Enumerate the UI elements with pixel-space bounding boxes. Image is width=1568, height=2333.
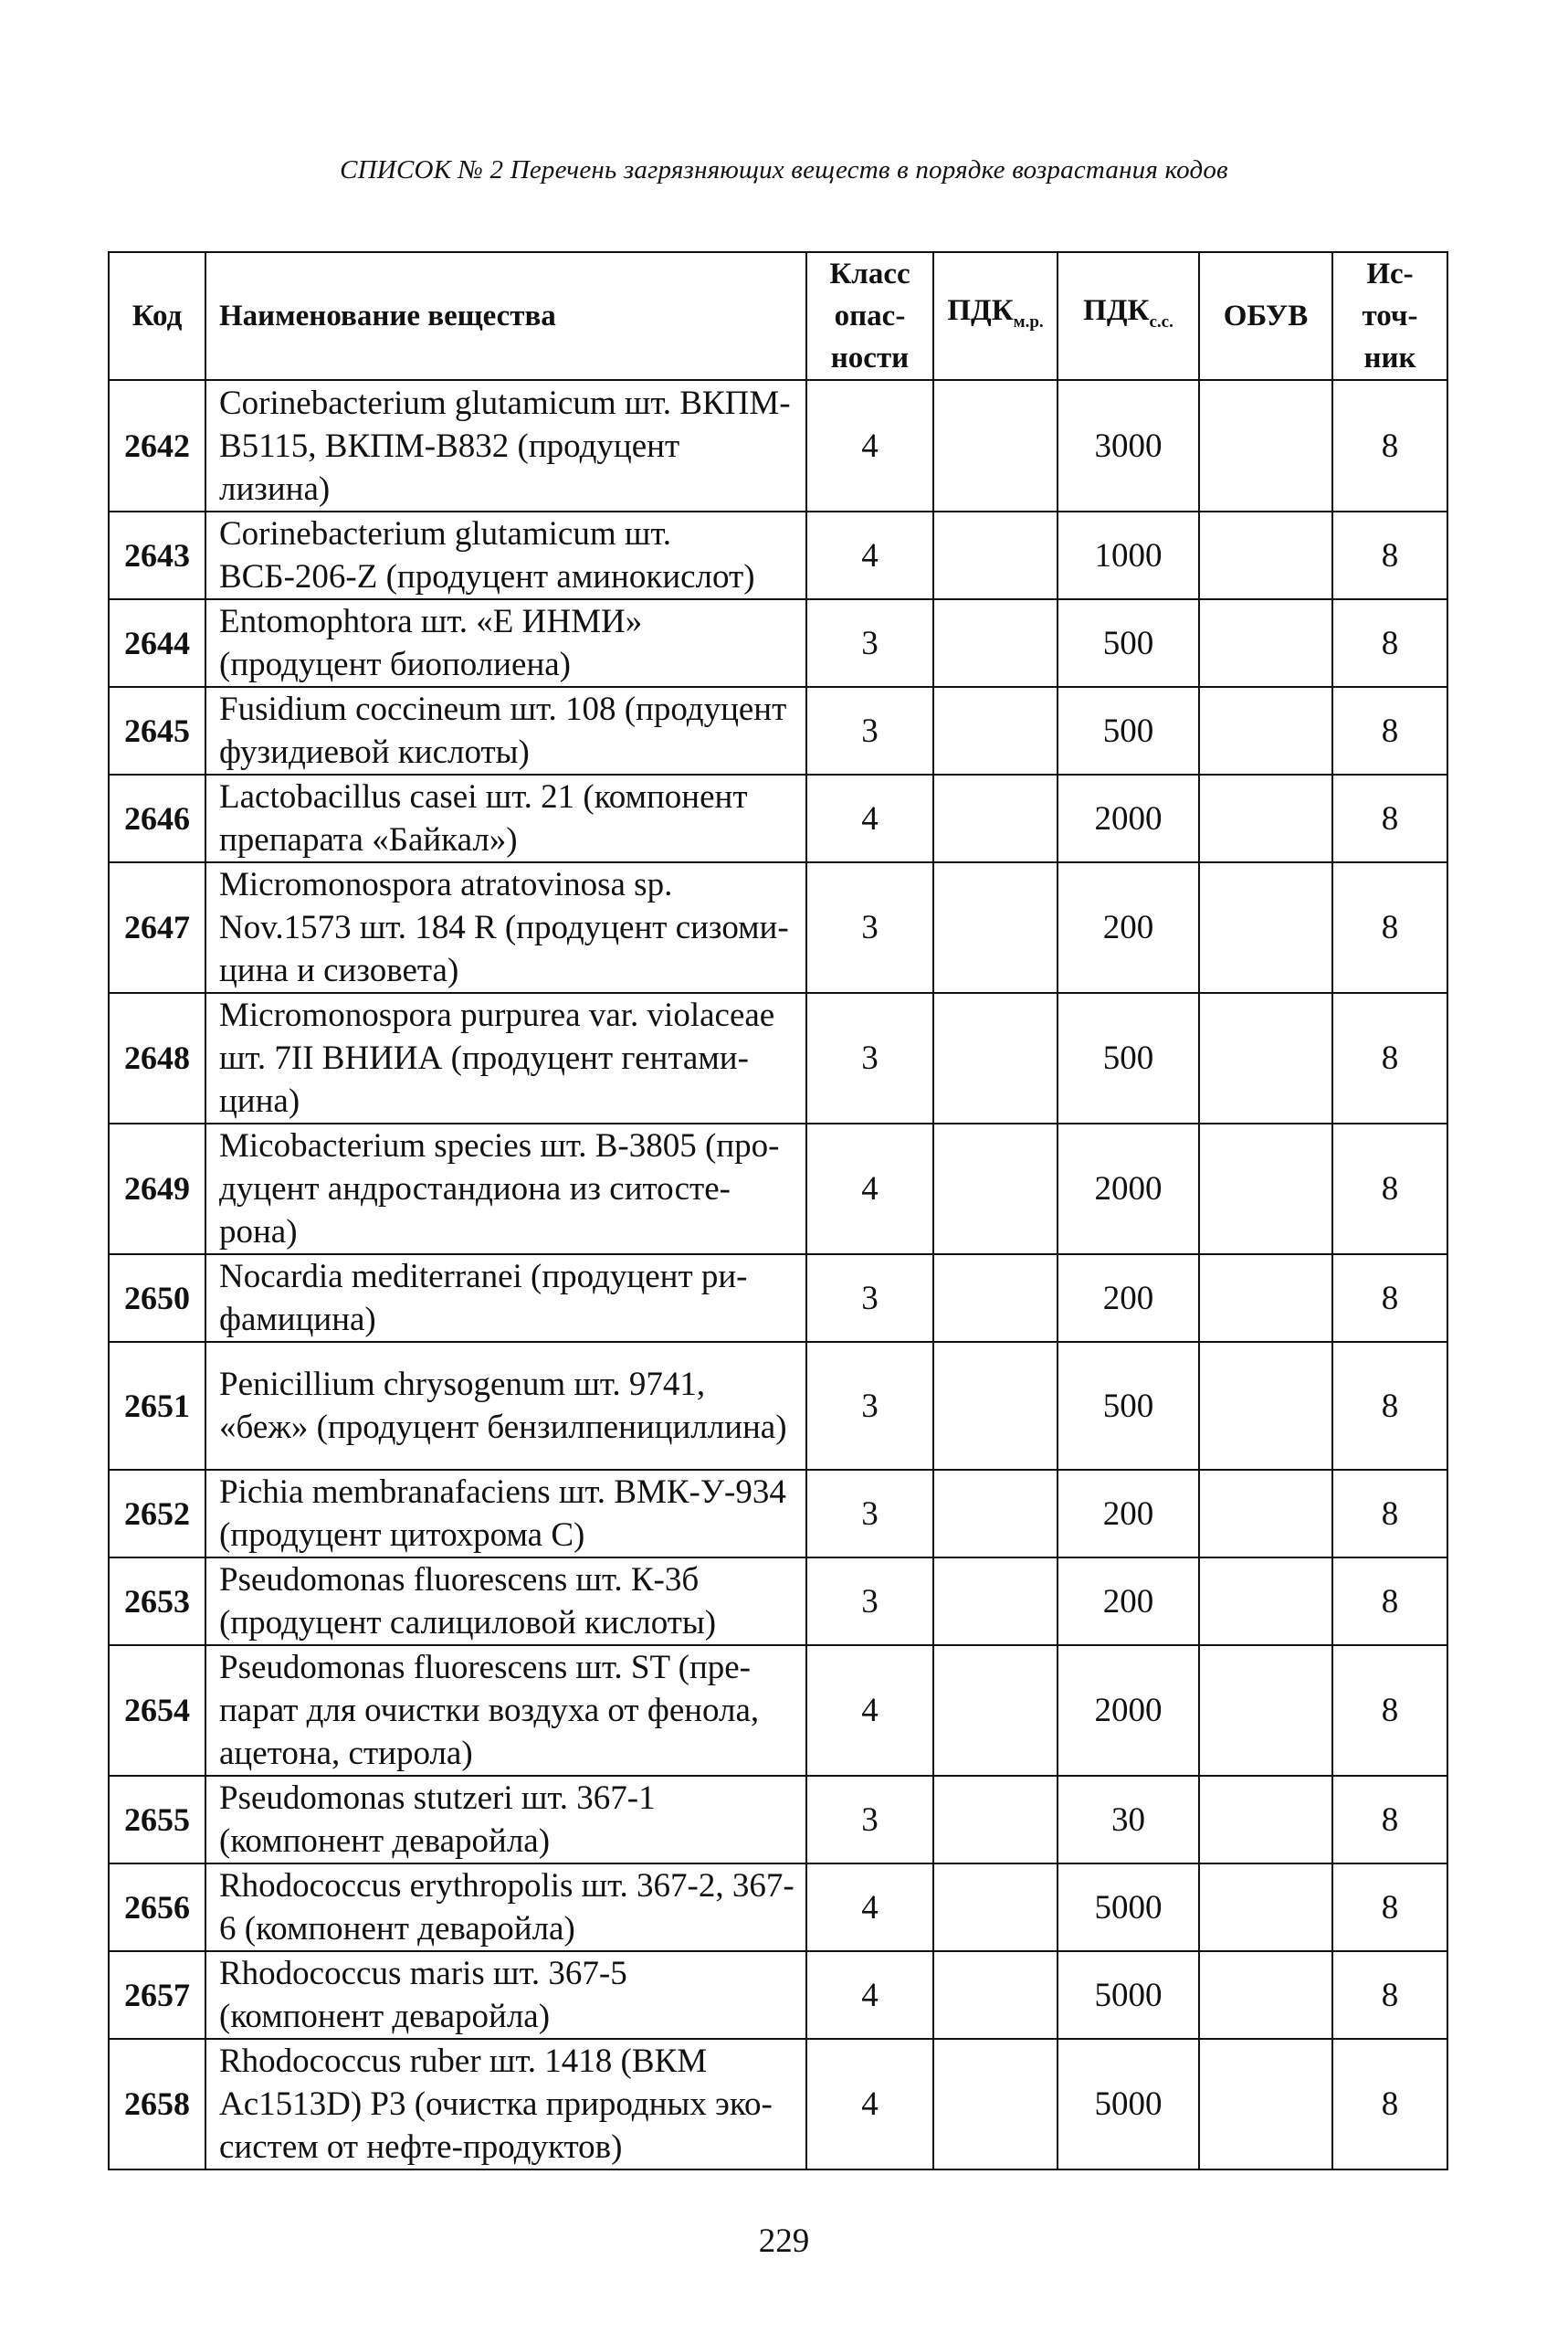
cell-hazard-class: 4 bbox=[806, 1951, 933, 2039]
cell-code: 2653 bbox=[109, 1557, 205, 1645]
table-row bbox=[109, 1863, 1447, 1951]
page-number: 229 bbox=[758, 2222, 810, 2260]
cell-code: 2650 bbox=[109, 1254, 205, 1342]
cell-name: Rhodococcus erythropolis шт. 367-2, 367-6 (компонент деваройла) bbox=[205, 1863, 806, 1951]
cell-hazard-class: 4 bbox=[806, 775, 933, 862]
table-row bbox=[109, 599, 1447, 687]
cell-source: 8 bbox=[1332, 1557, 1447, 1645]
cell-name: Lactobacillus casei шт. 21 (компонент препарата «Байкал») bbox=[205, 775, 806, 862]
col-header-hazard-class: Класс опас- ности bbox=[806, 252, 933, 380]
cell-pdk-mr bbox=[933, 862, 1058, 993]
cell-pdk-ss: 200 bbox=[1058, 862, 1199, 993]
cell-pdk-mr bbox=[933, 599, 1058, 687]
cell-name: Micromonospora purpurea var. violaceae шт. 7II ВНИИА (продуцент гентами-цина) bbox=[205, 993, 806, 1124]
cell-obuv bbox=[1199, 1254, 1332, 1342]
cell-source: 8 bbox=[1332, 1470, 1447, 1557]
cell-hazard-class: 3 bbox=[806, 599, 933, 687]
cell-pdk-mr bbox=[933, 775, 1058, 862]
cell-source: 8 bbox=[1332, 599, 1447, 687]
cell-code: 2643 bbox=[109, 512, 205, 599]
cell-pdk-mr bbox=[933, 993, 1058, 1124]
cell-code: 2656 bbox=[109, 1863, 205, 1951]
cell-hazard-class: 4 bbox=[806, 1863, 933, 1951]
cell-source: 8 bbox=[1332, 1645, 1447, 1776]
cell-source: 8 bbox=[1332, 1776, 1447, 1863]
cell-obuv bbox=[1199, 1470, 1332, 1557]
cell-name: Pseudomonas stutzeri шт. 367-1 (компонент деваройла) bbox=[205, 1776, 806, 1863]
cell-hazard-class: 3 bbox=[806, 1342, 933, 1470]
col-header-pdk-ss: $ПДК_{с.с.}$ bbox=[1058, 252, 1199, 380]
cell-pdk-ss: 500 bbox=[1058, 993, 1199, 1124]
cell-pdk-mr bbox=[933, 687, 1058, 775]
cell-hazard-class: 3 bbox=[806, 862, 933, 993]
cell-hazard-class: 4 bbox=[806, 1645, 933, 1776]
cell-name: Micobacterium species шт. В-3805 (про-дуцент андростандиона из ситосте-рона) bbox=[205, 1124, 806, 1254]
cell-source: 8 bbox=[1332, 2039, 1447, 2169]
table-row bbox=[109, 1951, 1447, 2039]
table-body bbox=[109, 380, 1447, 2169]
cell-code: 2642 bbox=[109, 380, 205, 512]
cell-pdk-mr bbox=[933, 1951, 1058, 2039]
cell-pdk-ss: 5000 bbox=[1058, 2039, 1199, 2169]
col-header-name: Наименование вещества bbox=[205, 252, 806, 380]
cell-name: Rhodococcus ruber шт. 1418 (ВКМ Ac1513D) Р3 (очистка природных эко-систем от нефте-продуктов) bbox=[205, 2039, 806, 2169]
cell-name: Micromonospora atratovinosa sp. Nov.1573 шт. 184 R (продуцент сизоми-цина и сизовета) bbox=[205, 862, 806, 993]
table-header-row bbox=[109, 252, 1447, 380]
cell-code: 2652 bbox=[109, 1470, 205, 1557]
cell-pdk-mr bbox=[933, 1645, 1058, 1776]
cell-pdk-ss: 2000 bbox=[1058, 1124, 1199, 1254]
cell-source: 8 bbox=[1332, 687, 1447, 775]
cell-code: 2648 bbox=[109, 993, 205, 1124]
cell-source: 8 bbox=[1332, 512, 1447, 599]
cell-pdk-ss: 2000 bbox=[1058, 775, 1199, 862]
cell-hazard-class: 4 bbox=[806, 1124, 933, 1254]
cell-pdk-ss: 200 bbox=[1058, 1557, 1199, 1645]
cell-source: 8 bbox=[1332, 862, 1447, 993]
table-row bbox=[109, 862, 1447, 993]
cell-pdk-ss: 200 bbox=[1058, 1470, 1199, 1557]
substances-table bbox=[108, 251, 1448, 2170]
cell-hazard-class: 3 bbox=[806, 1557, 933, 1645]
cell-pdk-ss: 500 bbox=[1058, 599, 1199, 687]
cell-pdk-mr bbox=[933, 1776, 1058, 1863]
cell-hazard-class: 3 bbox=[806, 993, 933, 1124]
table-row bbox=[109, 1342, 1447, 1470]
cell-hazard-class: 3 bbox=[806, 1254, 933, 1342]
cell-obuv bbox=[1199, 1863, 1332, 1951]
cell-pdk-mr bbox=[933, 1470, 1058, 1557]
cell-code: 2646 bbox=[109, 775, 205, 862]
cell-code: 2657 bbox=[109, 1951, 205, 2039]
cell-pdk-mr bbox=[933, 380, 1058, 512]
cell-hazard-class: 4 bbox=[806, 512, 933, 599]
table-row bbox=[109, 380, 1447, 512]
cell-obuv bbox=[1199, 775, 1332, 862]
cell-code: 2644 bbox=[109, 599, 205, 687]
col-header-code: Код bbox=[109, 252, 205, 380]
cell-pdk-ss: 5000 bbox=[1058, 1863, 1199, 1951]
cell-source: 8 bbox=[1332, 380, 1447, 512]
table-row bbox=[109, 993, 1447, 1124]
cell-name: Pseudomonas fluorescens шт. ST (пре-парат для очистки воздуха от фенола, ацетона, стирола) bbox=[205, 1645, 806, 1776]
cell-source: 8 bbox=[1332, 775, 1447, 862]
cell-name: Nocardia mediterranei (продуцент ри-фамицина) bbox=[205, 1254, 806, 1342]
cell-code: 2658 bbox=[109, 2039, 205, 2169]
cell-pdk-mr bbox=[933, 1863, 1058, 1951]
cell-source: 8 bbox=[1332, 1254, 1447, 1342]
col-header-pdk-mr: $ПДК_{м.р.}$ bbox=[933, 252, 1058, 380]
table-row bbox=[109, 687, 1447, 775]
cell-pdk-ss: 1000 bbox=[1058, 512, 1199, 599]
cell-pdk-ss: 2000 bbox=[1058, 1645, 1199, 1776]
table-row bbox=[109, 1124, 1447, 1254]
cell-pdk-mr bbox=[933, 1254, 1058, 1342]
cell-hazard-class: 4 bbox=[806, 380, 933, 512]
cell-name: Rhodococcus maris шт. 367-5 (компонент деваройла) bbox=[205, 1951, 806, 2039]
cell-obuv bbox=[1199, 1124, 1332, 1254]
table-row bbox=[109, 1557, 1447, 1645]
cell-obuv bbox=[1199, 1342, 1332, 1470]
cell-source: 8 bbox=[1332, 1342, 1447, 1470]
cell-code: 2645 bbox=[109, 687, 205, 775]
cell-pdk-ss: 200 bbox=[1058, 1254, 1199, 1342]
table-row bbox=[109, 2039, 1447, 2169]
cell-obuv bbox=[1199, 862, 1332, 993]
cell-hazard-class: 3 bbox=[806, 687, 933, 775]
cell-hazard-class: 4 bbox=[806, 2039, 933, 2169]
cell-name: Penicillium chrysogenum шт. 9741, «беж» (продуцент бензилпенициллина) bbox=[205, 1342, 806, 1470]
table-row bbox=[109, 1470, 1447, 1557]
cell-name: Entomophtora шт. «Е ИНМИ» (продуцент биополиена) bbox=[205, 599, 806, 687]
cell-obuv bbox=[1199, 512, 1332, 599]
cell-name: Fusidium coccineum шт. 108 (продуцент фузидиевой кислоты) bbox=[205, 687, 806, 775]
cell-obuv bbox=[1199, 1557, 1332, 1645]
cell-pdk-mr bbox=[933, 1342, 1058, 1470]
table-row bbox=[109, 775, 1447, 862]
cell-hazard-class: 3 bbox=[806, 1470, 933, 1557]
cell-code: 2649 bbox=[109, 1124, 205, 1254]
table-row bbox=[109, 512, 1447, 599]
cell-pdk-ss: 5000 bbox=[1058, 1951, 1199, 2039]
cell-obuv bbox=[1199, 1776, 1332, 1863]
table-row bbox=[109, 1254, 1447, 1342]
cell-pdk-mr bbox=[933, 1124, 1058, 1254]
cell-source: 8 bbox=[1332, 993, 1447, 1124]
cell-code: 2655 bbox=[109, 1776, 205, 1863]
cell-source: 8 bbox=[1332, 1863, 1447, 1951]
cell-obuv bbox=[1199, 380, 1332, 512]
list-title: СПИСОК № 2 Перечень загрязняющих веществ в порядке возрастания кодов bbox=[340, 155, 1228, 185]
cell-obuv bbox=[1199, 993, 1332, 1124]
cell-name: Corinebacterium glutamicum шт. ВКПМ-B5115, ВКПМ-B832 (продуцент лизина) bbox=[205, 380, 806, 512]
cell-pdk-mr bbox=[933, 512, 1058, 599]
table-row bbox=[109, 1776, 1447, 1863]
cell-code: 2651 bbox=[109, 1342, 205, 1470]
cell-code: 2654 bbox=[109, 1645, 205, 1776]
cell-code: 2647 bbox=[109, 862, 205, 993]
cell-pdk-ss: 500 bbox=[1058, 1342, 1199, 1470]
cell-name: Pseudomonas fluorescens шт. К-3б (продуцент салициловой кислоты) bbox=[205, 1557, 806, 1645]
cell-obuv bbox=[1199, 599, 1332, 687]
cell-obuv bbox=[1199, 1951, 1332, 2039]
cell-source: 8 bbox=[1332, 1124, 1447, 1254]
cell-obuv bbox=[1199, 2039, 1332, 2169]
cell-obuv bbox=[1199, 687, 1332, 775]
cell-obuv bbox=[1199, 1645, 1332, 1776]
cell-pdk-ss: 30 bbox=[1058, 1776, 1199, 1863]
col-header-obuv: ОБУВ bbox=[1199, 252, 1332, 380]
cell-source: 8 bbox=[1332, 1951, 1447, 2039]
cell-name: Pichia membranafaciens шт. ВМК-У-934 (продуцент цитохрома С) bbox=[205, 1470, 806, 1557]
cell-pdk-ss: 500 bbox=[1058, 687, 1199, 775]
cell-pdk-ss: 3000 bbox=[1058, 380, 1199, 512]
table-row bbox=[109, 1645, 1447, 1776]
col-header-source: Ис- точ- ник bbox=[1332, 252, 1447, 380]
cell-name: Corinebacterium glutamicum шт. ВСБ-206-Z (продуцент аминокислот) bbox=[205, 512, 806, 599]
cell-hazard-class: 3 bbox=[806, 1776, 933, 1863]
cell-pdk-mr bbox=[933, 2039, 1058, 2169]
cell-pdk-mr bbox=[933, 1557, 1058, 1645]
